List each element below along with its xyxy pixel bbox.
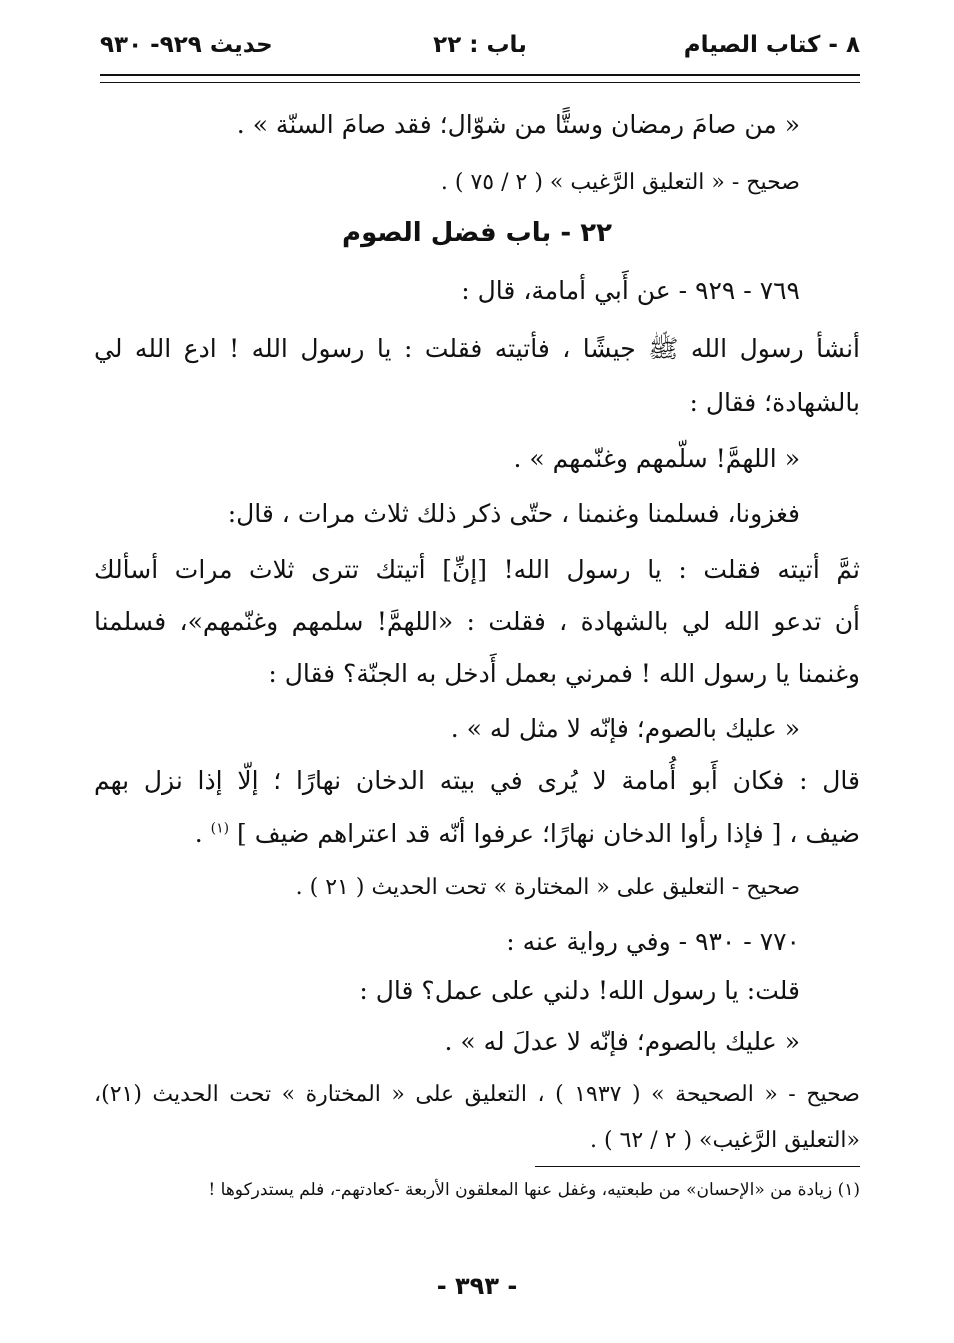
grading-line: «التعليق الرَّغيب» ( ٢ / ٦٢ ) . bbox=[590, 1128, 860, 1153]
hadith-text-line: وغنمنا يا رسول الله ! فمرني بعمل أَدخل به الجنّة؟ فقال : bbox=[268, 659, 860, 688]
grading-line: صحيح - « الصحيحة » ( ١٩٣٧ ) ، التعليق على « المختارة » تحت الحديث (٢١)، bbox=[94, 1082, 860, 1107]
hadith-text-line: « اللهمَّ! سلّمهم وغنّمهم » . bbox=[513, 444, 800, 473]
line-end: . bbox=[194, 819, 211, 848]
header-hadith-range: حديث ٩٢٩- ٩٣٠ bbox=[100, 32, 273, 58]
hadith-text-line: قلت: يا رسول الله! دلني على عمل؟ قال : bbox=[359, 976, 800, 1005]
hadith-text-line: أنشأ رسول الله ﷺ جيشًا ، فأتيته فقلت : يا رسول الله ! ادع الله لي bbox=[94, 334, 860, 363]
hadith-text-line: أن تدعو الله لي بالشهادة ، فقلت : «اللهمَّ! سلمهم وغنّمهم»، فسلمنا bbox=[94, 607, 860, 636]
header-rule-thick bbox=[100, 74, 860, 76]
hadith-text-line: بالشهادة؛ فقال : bbox=[689, 388, 860, 417]
hadith-text-line: قال : فكان أَبو أُمامة لا يُرى في بيته الدخان نهارًا ؛ إلّا إذا نزل بهم bbox=[94, 766, 860, 795]
running-header bbox=[100, 32, 860, 72]
grading-line: صحيح - التعليق على « المختارة » تحت الحديث ( ٢١ ) . bbox=[295, 875, 800, 900]
hadith-text-span: ضيف ، [ فإذا رأوا الدخان نهارًا؛ عرفوا أنّه قد اعتراهم ضيف ] bbox=[237, 819, 860, 848]
hadith-text-line: فغزونا، فسلمنا وغنمنا ، حتّى ذكر ذلك ثلاث مرات ، قال: bbox=[227, 499, 800, 528]
hadith-text-line: « عليك بالصوم؛ فإنّه لا عدلَ له » . bbox=[444, 1027, 800, 1056]
hadith-number-line: ٧٧٠ - ٩٣٠ - وفي رواية عنه : bbox=[506, 927, 800, 956]
page-number: - ٣٩٣ - bbox=[436, 1272, 518, 1300]
chapter-heading: ٢٢ - باب فضل الصوم bbox=[342, 218, 612, 248]
hadith-number-line: ٧٦٩ - ٩٢٩ - عن أَبي أمامة، قال : bbox=[461, 276, 800, 305]
header-chapter: باب : ٢٢ bbox=[433, 32, 527, 58]
header-rule-thin bbox=[100, 82, 860, 83]
hadith-text-line: « من صامَ رمضان وستًّا من شوّال؛ فقد صامَ السنّة » . bbox=[236, 110, 800, 139]
grading-line: صحيح - « التعليق الرَّغيب » ( ٢ / ٧٥ ) . bbox=[440, 170, 800, 195]
header-book-title: ٨ - كتاب الصيام bbox=[683, 32, 860, 58]
footnote-separator bbox=[535, 1166, 860, 1167]
hadith-text-line: ثمَّ أتيته فقلت : يا رسول الله! [إنِّ] أتيتك تترى ثلاث مرات أسألك bbox=[94, 555, 860, 584]
footnote-reference: (١) bbox=[210, 820, 230, 837]
footnote: (١) زيادة من «الإحسان» من طبعتيه، وغفل عنها المعلقون الأربعة -كعادتهم-، فلم يستدركوها ! bbox=[208, 1180, 860, 1200]
hadith-text-line: « عليك بالصوم؛ فإنّه لا مثل له » . bbox=[450, 714, 800, 743]
hadith-text-line bbox=[195, 817, 860, 851]
